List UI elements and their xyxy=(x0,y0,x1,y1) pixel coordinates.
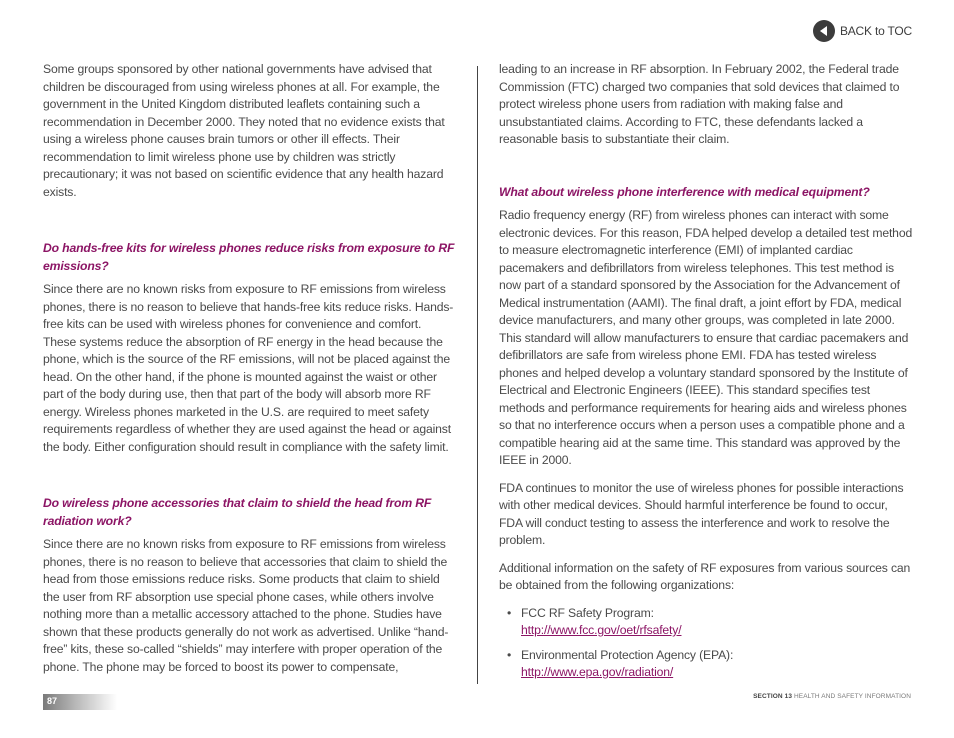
section-label: SECTION 13 xyxy=(753,693,793,700)
back-arrow-icon xyxy=(813,20,835,42)
left-paragraph-3: Since there are no known risks from exposure to RF emissions from wireless phones, there is no reason to believe that accessories that claim to shield the head from those emissions reduce risks. Some products that claim to shield the user from RF absorption use special phone cases, while others involve nothing more than a metallic accessory attached to the phone. Studies have shown that these products generally do not work as advertised. Unlike “hand-free” kits, these so-called “shields” may interfere with proper operation of the phone. The phone may be forced to boost its power to compensate, xyxy=(43,537,449,674)
list-item xyxy=(507,647,913,682)
footer-section xyxy=(753,693,911,700)
column-divider xyxy=(477,66,478,684)
fcc-link[interactable]: http://www.fcc.gov/oet/rfsafety/ xyxy=(521,623,682,637)
list-item-label: Environmental Protection Agency (EPA): xyxy=(521,647,734,662)
heading-hands-free-kits: Do hands-free kits for wireless phones reduce risks from exposure to RF emissions? xyxy=(43,241,455,273)
back-to-toc-label: BACK to TOC xyxy=(839,24,912,38)
right-paragraph-3: FDA continues to monitor the use of wireless phones for possible interactions with other medical devices. Should harmful interference be found to occur, FDA will conduct testing to assess the interference and work to resolve the problem. xyxy=(499,480,904,547)
heading-shield-accessories: Do wireless phone accessories that claim to shield the head from RF radiation work? xyxy=(43,496,432,528)
right-paragraph-1: leading to an increase in RF absorption. In February 2002, the Federal trade Commission (FTC) charged two companies that sold devices that claimed to protect wireless phone users from radiation with making false and unsubstantiated claims. According to FTC, these defendants lacked a reasonable basis to substantiate their claim. xyxy=(499,62,900,146)
section-title: HEALTH AND SAFETY INFORMATION xyxy=(793,693,911,700)
bullet: • xyxy=(507,647,512,662)
right-paragraph-4: Additional information on the safety of RF exposures from various sources can be obtained from the following organizations: xyxy=(499,560,911,592)
bullet: • xyxy=(507,605,512,620)
left-paragraph-2: Since there are no known risks from exposure to RF emissions from wireless phones, there is no reason to believe that hands-free kits reduce risks. Hands-free kits can be used with wireless phones for convenience and comfort. These systems reduce the absorption of RF energy in the head because the phone, which is the source of the RF emissions, will not be placed against the head. On the other hand, if the phone is mounted against the waist or other part of the body during use, then that part of the body will absorb more RF energy. Wireless phones marketed in the U.S. are required to meet safety requirements regardless of whether they are used against the head or against the body. Either configuration should result in compliance with the safety limit. xyxy=(43,282,454,454)
list-item xyxy=(507,605,913,640)
back-to-toc-button[interactable] xyxy=(813,20,912,42)
page-number: 87 xyxy=(47,696,58,706)
organization-list xyxy=(499,605,913,682)
left-paragraph-1: Some groups sponsored by other national governments have advised that children be discouraged from using wireless phones at all. For example, the government in the United Kingdom distributed leaflets containing such a recommendation in December 2000. They noted that no evidence exists that using a wireless phone causes brain tumors or other ill effects. Their recommendation to limit wireless phone use by children was strictly precautionary; it was not based on scientific evidence that any health hazard exists. xyxy=(43,62,445,199)
list-item-label: FCC RF Safety Program: xyxy=(521,605,654,620)
heading-medical-interference: What about wireless phone interference with medical equipment? xyxy=(499,184,870,199)
page-number-badge xyxy=(43,694,117,710)
epa-link[interactable]: http://www.epa.gov/radiation/ xyxy=(521,665,674,679)
right-column xyxy=(499,61,913,689)
left-column xyxy=(43,61,457,686)
right-paragraph-2: Radio frequency energy (RF) from wireless phones can interact with some electronic devices. For this reason, FDA helped develop a detailed test method to measure electromagnetic interference (EMI) of implanted cardiac pacemakers and defibrillators from wireless telephones. This test method is now part of a standard sponsored by the Association for the Advancement of Medical instrumentation (AAMI). The final draft, a joint effort by FDA, medical device manufacturers, and many other groups, was completed in late 2000. This standard will allow manufacturers to ensure that cardiac pacemakers and defibrillators are safe from wireless phone EMI. FDA has tested wireless phones and helped develop a voluntary standard sponsored by the Institute of Electrical and Electronic Engineers (IEEE). This standard specifies test methods and performance requirements for hearing aids and wireless phones so that no interference occurs when a person uses a compatible phone and a compatible hearing aid at the same time. This standard was approved by the IEEE in 2000. xyxy=(499,208,913,467)
